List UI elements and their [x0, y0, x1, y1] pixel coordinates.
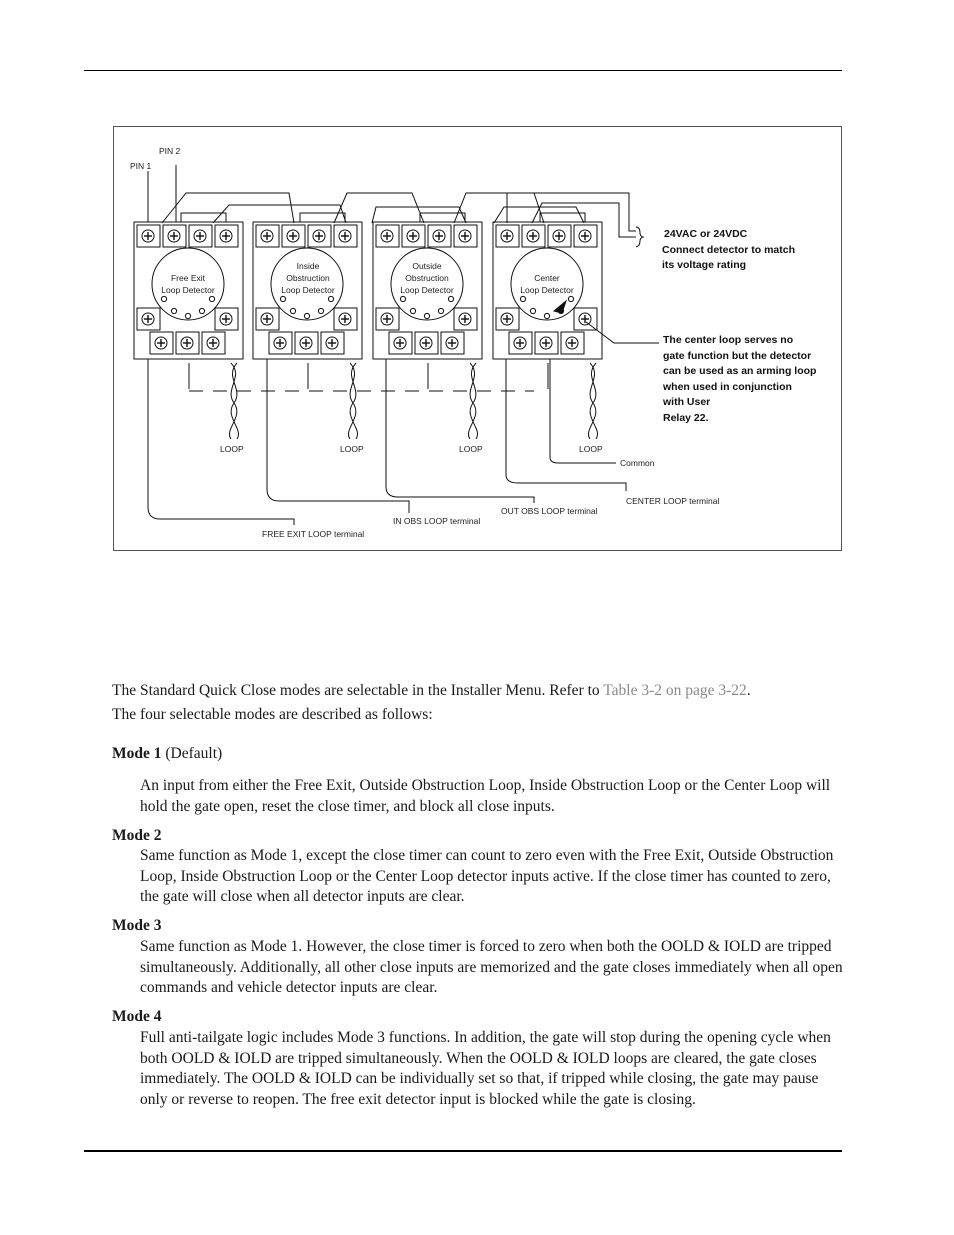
- loop-label-center: LOOP: [579, 444, 603, 454]
- table-reference-link[interactable]: Table 3-2 on page 3-22: [603, 682, 747, 699]
- intro-line-2: The four selectable modes are described as follows:: [112, 706, 433, 723]
- intro-line-1: The Standard Quick Close modes are selectable in the Installer Menu. Refer to Table 3-2 on page 3-22.: [112, 682, 751, 699]
- header-rule: [84, 70, 842, 71]
- detector-tab: [420, 213, 465, 222]
- wiring-diagram-figure: [113, 126, 842, 551]
- detector-tab: [181, 213, 226, 222]
- center-loop-note: The center loop serves no gate function but the detector can be used as an arming loop when used in conjunction with User Relay 22.: [663, 334, 817, 424]
- free-exit-loop-terminal-label: FREE EXIT LOOP terminal: [262, 529, 365, 539]
- mode-2-heading: Mode 2: [112, 827, 162, 844]
- center-loop-terminal-label: CENTER LOOP terminal: [626, 496, 720, 506]
- in-obs-terminal-wire: [267, 359, 409, 513]
- center-terminal-wire: [506, 359, 626, 491]
- mode-3-heading: Mode 3: [112, 917, 162, 934]
- pin1-label: PIN 1: [130, 161, 152, 171]
- out-obs-terminal-wire: [386, 359, 534, 503]
- common-label: Common: [620, 458, 655, 468]
- inside-obstruction-detector-label: Inside Obstruction Loop Detector: [281, 261, 335, 295]
- power-brace: [636, 227, 643, 247]
- mode-1-heading: Mode 1 (Default): [112, 745, 223, 762]
- outside-obstruction-detector-label: Outside Obstruction Loop Detector: [400, 261, 454, 295]
- footer-rule: [84, 1150, 842, 1152]
- out-obs-loop-terminal-label: OUT OBS LOOP terminal: [501, 506, 598, 516]
- power-wire: [454, 193, 544, 223]
- power-note: 24VAC or 24VDC Connect detector to match its voltage rating: [662, 228, 796, 271]
- in-obs-loop-terminal-label: IN OBS LOOP terminal: [393, 516, 481, 526]
- power-wire: [213, 205, 346, 223]
- pin2-label: PIN 2: [159, 146, 181, 156]
- loop-label-free-exit: LOOP: [220, 444, 244, 454]
- power-wire: [162, 193, 294, 223]
- mode-2-description: Same function as Mode 1, except the close timer can count to zero even with the Free Exit, Outside Obstruction Loop, Inside Obstruction Loop or the Center Loop detector inputs active. If the close timer has counted to zero, the gate will close when all detector inputs are clear.: [140, 847, 834, 905]
- mode-3-description: Same function as Mode 1. However, the close timer is forced to zero when both the OOLD & IOLD are tripped simultaneously. Additionally, all other close inputs are memorized and the gate closes immediately when all open commands and vehicle detector inputs are clear.: [140, 938, 843, 996]
- free-exit-detector-label: Free Exit Loop Detector: [161, 273, 215, 295]
- loop-label-outside: LOOP: [459, 444, 483, 454]
- mode-4-description: Full anti-tailgate logic includes Mode 3 functions. In addition, the gate will stop during the opening cycle when both OOLD & IOLD are tripped simultaneously. When the OOLD & IOLD loops are cleared, the gate closes immediately. The OOLD & IOLD can be individually set so that, if tripped while closing, the gate may pause only or reverse to reopen. The free exit detector input is blocked while the gate is closing.: [140, 1029, 831, 1108]
- power-wire: [334, 193, 424, 223]
- mode-4-heading: Mode 4: [112, 1008, 162, 1025]
- detector-tab: [540, 213, 585, 222]
- center-detector-label: Center Loop Detector: [520, 273, 574, 295]
- mode-1-description: An input from either the Free Exit, Outside Obstruction Loop, Inside Obstruction Loop or the Center Loop will hold the gate open, reset the close timer, and block all close inputs.: [140, 777, 831, 815]
- loop-label-inside: LOOP: [340, 444, 364, 454]
